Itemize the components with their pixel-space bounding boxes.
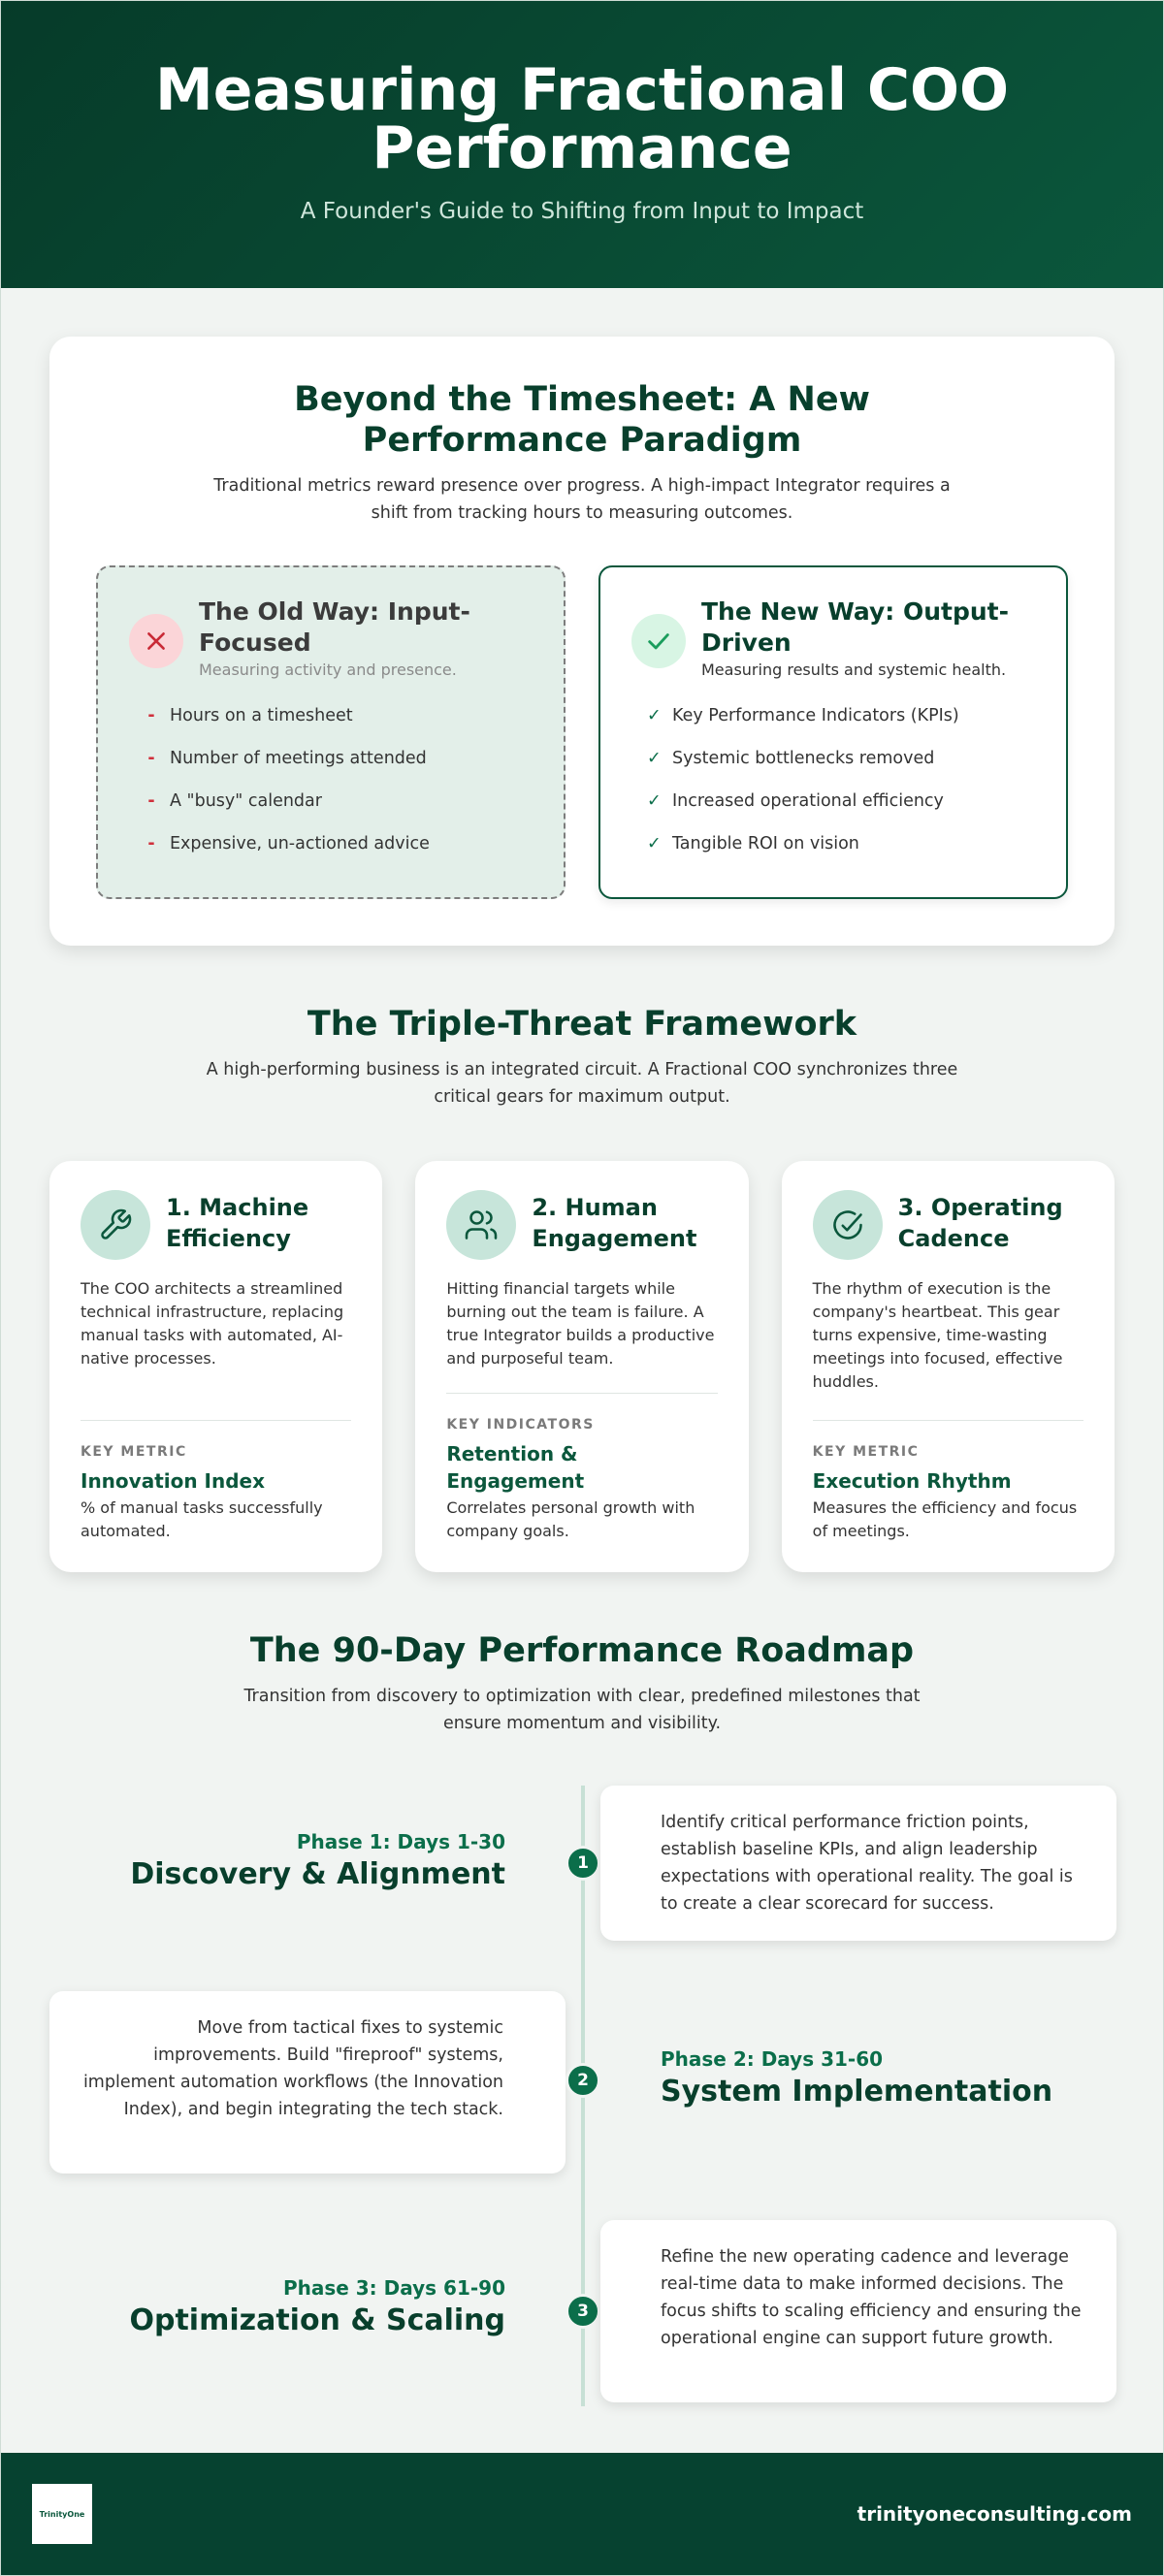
phase-2-label: Phase 2: Days 31-60 System Implementation — [661, 2047, 1053, 2109]
x-icon — [129, 614, 183, 668]
timeline — [49, 1786, 1115, 2406]
phase-2-marker: 2 — [566, 2063, 600, 2098]
dash-icon: - — [147, 706, 155, 725]
new-way-subtitle: Measuring results and systemic health. — [701, 660, 1007, 679]
dash-icon: - — [147, 834, 155, 853]
checkmark-icon: ✓ — [647, 749, 662, 768]
phase-1-label: Phase 1: Days 1-30 Discovery & Alignment — [130, 1830, 505, 1891]
phase-1-card: Identify critical performance friction points, establish baseline KPIs, and align leadership expectations with operational reality. The goal is to create a clear scorecard for success. — [600, 1786, 1116, 1941]
paradigm-section — [49, 337, 1115, 946]
old-way-list — [129, 706, 533, 877]
dash-icon: - — [147, 791, 155, 811]
phase-2-card: Move from tactical fixes to systemic improvements. Build "fireproof" systems, implement automation workflows (the Innovation Index), and begin integrating the tech stack. — [49, 1991, 566, 2174]
roadmap-title: The 90-Day Performance Roadmap — [249, 1631, 915, 1670]
list-item: ✓ Key Performance Indicators (KPIs) — [647, 706, 959, 725]
gear-description: The rhythm of execution is the company's heartbeat. This gear turns expensive, time-wasting meetings into focused, effective huddles. — [812, 1279, 1063, 1391]
old-way-subtitle: Measuring activity and presence. — [199, 660, 457, 679]
phase-3-label: Phase 3: Days 61-90 Optimization & Scaling — [129, 2276, 505, 2337]
old-way-header — [129, 596, 533, 679]
gear-card-human — [415, 1161, 748, 1572]
phase-3-marker: 3 — [566, 2294, 600, 2329]
list-item: ✓ Increased operational efficiency — [647, 791, 944, 811]
gear-metric: KEY METRIC Innovation Index % of manual tasks successfully automated. — [81, 1420, 351, 1543]
dash-icon: - — [147, 749, 155, 768]
footer — [1, 2453, 1163, 2575]
checkmark-icon: ✓ — [647, 706, 662, 725]
gear-title: 1. Machine Efficiency — [166, 1194, 309, 1252]
page-title: Measuring Fractional COO Performance — [155, 56, 1009, 182]
list-item: ✓ Tangible ROI on vision — [647, 834, 859, 853]
list-item: - Hours on a timesheet — [145, 706, 533, 749]
list-item: ✓ Systemic bottlenecks removed — [647, 749, 935, 768]
check-circle-icon — [813, 1190, 883, 1260]
list-item: - Expensive, un-actioned advice — [145, 834, 533, 877]
roadmap-description: Transition from discovery to optimization with clear, predefined milestones that ensure momentum and visibility. — [243, 1687, 921, 1733]
old-way-title: The Old Way: Input-Focused — [199, 597, 470, 657]
paradigm-title: Beyond the Timesheet: A New Performance Paradigm — [294, 380, 870, 460]
gear-metric: KEY METRIC Execution Rhythm Measures the efficiency and focus of meetings. — [813, 1420, 1083, 1543]
check-icon — [631, 614, 686, 668]
gear-card-cadence — [782, 1161, 1115, 1572]
framework-section — [1, 1004, 1163, 1572]
old-way-box — [96, 565, 566, 899]
new-way-list — [631, 706, 1035, 877]
roadmap-section — [1, 1630, 1163, 2406]
list-item: - Number of meetings attended — [145, 749, 533, 791]
paradigm-description: Traditional metrics reward presence over progress. A high-impact Integrator requires a shift from tracking hours to measuring outcomes. — [213, 476, 951, 523]
company-logo[interactable]: TrinityOne — [32, 2484, 92, 2544]
gear-title: 2. Human Engagement — [532, 1194, 697, 1252]
list-item: - A "busy" calendar — [145, 791, 533, 834]
checkmark-icon: ✓ — [647, 834, 662, 853]
checkmark-icon: ✓ — [647, 791, 662, 811]
gear-description: Hitting financial targets while burning out the team is failure. A true Integrator builds a productive and purposeful team. — [446, 1279, 715, 1368]
wrench-icon — [81, 1190, 150, 1260]
phase-1-marker: 1 — [566, 1846, 600, 1881]
gear-title: 3. Operating Cadence — [897, 1194, 1063, 1252]
gear-description: The COO architects a streamlined technical infrastructure, replacing manual tasks with automated, AI-native processes. — [81, 1279, 344, 1368]
new-way-header — [631, 596, 1035, 679]
hero-header — [1, 1, 1163, 288]
framework-title: The Triple-Threat Framework — [307, 1005, 857, 1044]
new-way-title: The New Way: Output-Driven — [701, 597, 1009, 657]
comparison-row — [96, 565, 1068, 899]
new-way-box — [598, 565, 1068, 899]
page-subtitle: A Founder's Guide to Shifting from Input to Impact — [300, 199, 864, 224]
gear-card-machine — [49, 1161, 382, 1572]
phase-3-card: Refine the new operating cadence and leverage real-time data to make informed decisions. The focus shifts to scaling efficiency and ensuring the operational engine can support future growth. — [600, 2220, 1116, 2402]
website-link[interactable]: trinityoneconsulting.com — [857, 2502, 1132, 2526]
users-icon — [446, 1190, 516, 1260]
framework-description: A high-performing business is an integrated circuit. A Fractional COO synchronizes three critical gears for maximum output. — [206, 1060, 958, 1107]
gear-metric: KEY INDICATORS Retention & Engagement Correlates personal growth with company goals. — [446, 1393, 717, 1543]
gear-cards — [1, 1161, 1163, 1572]
